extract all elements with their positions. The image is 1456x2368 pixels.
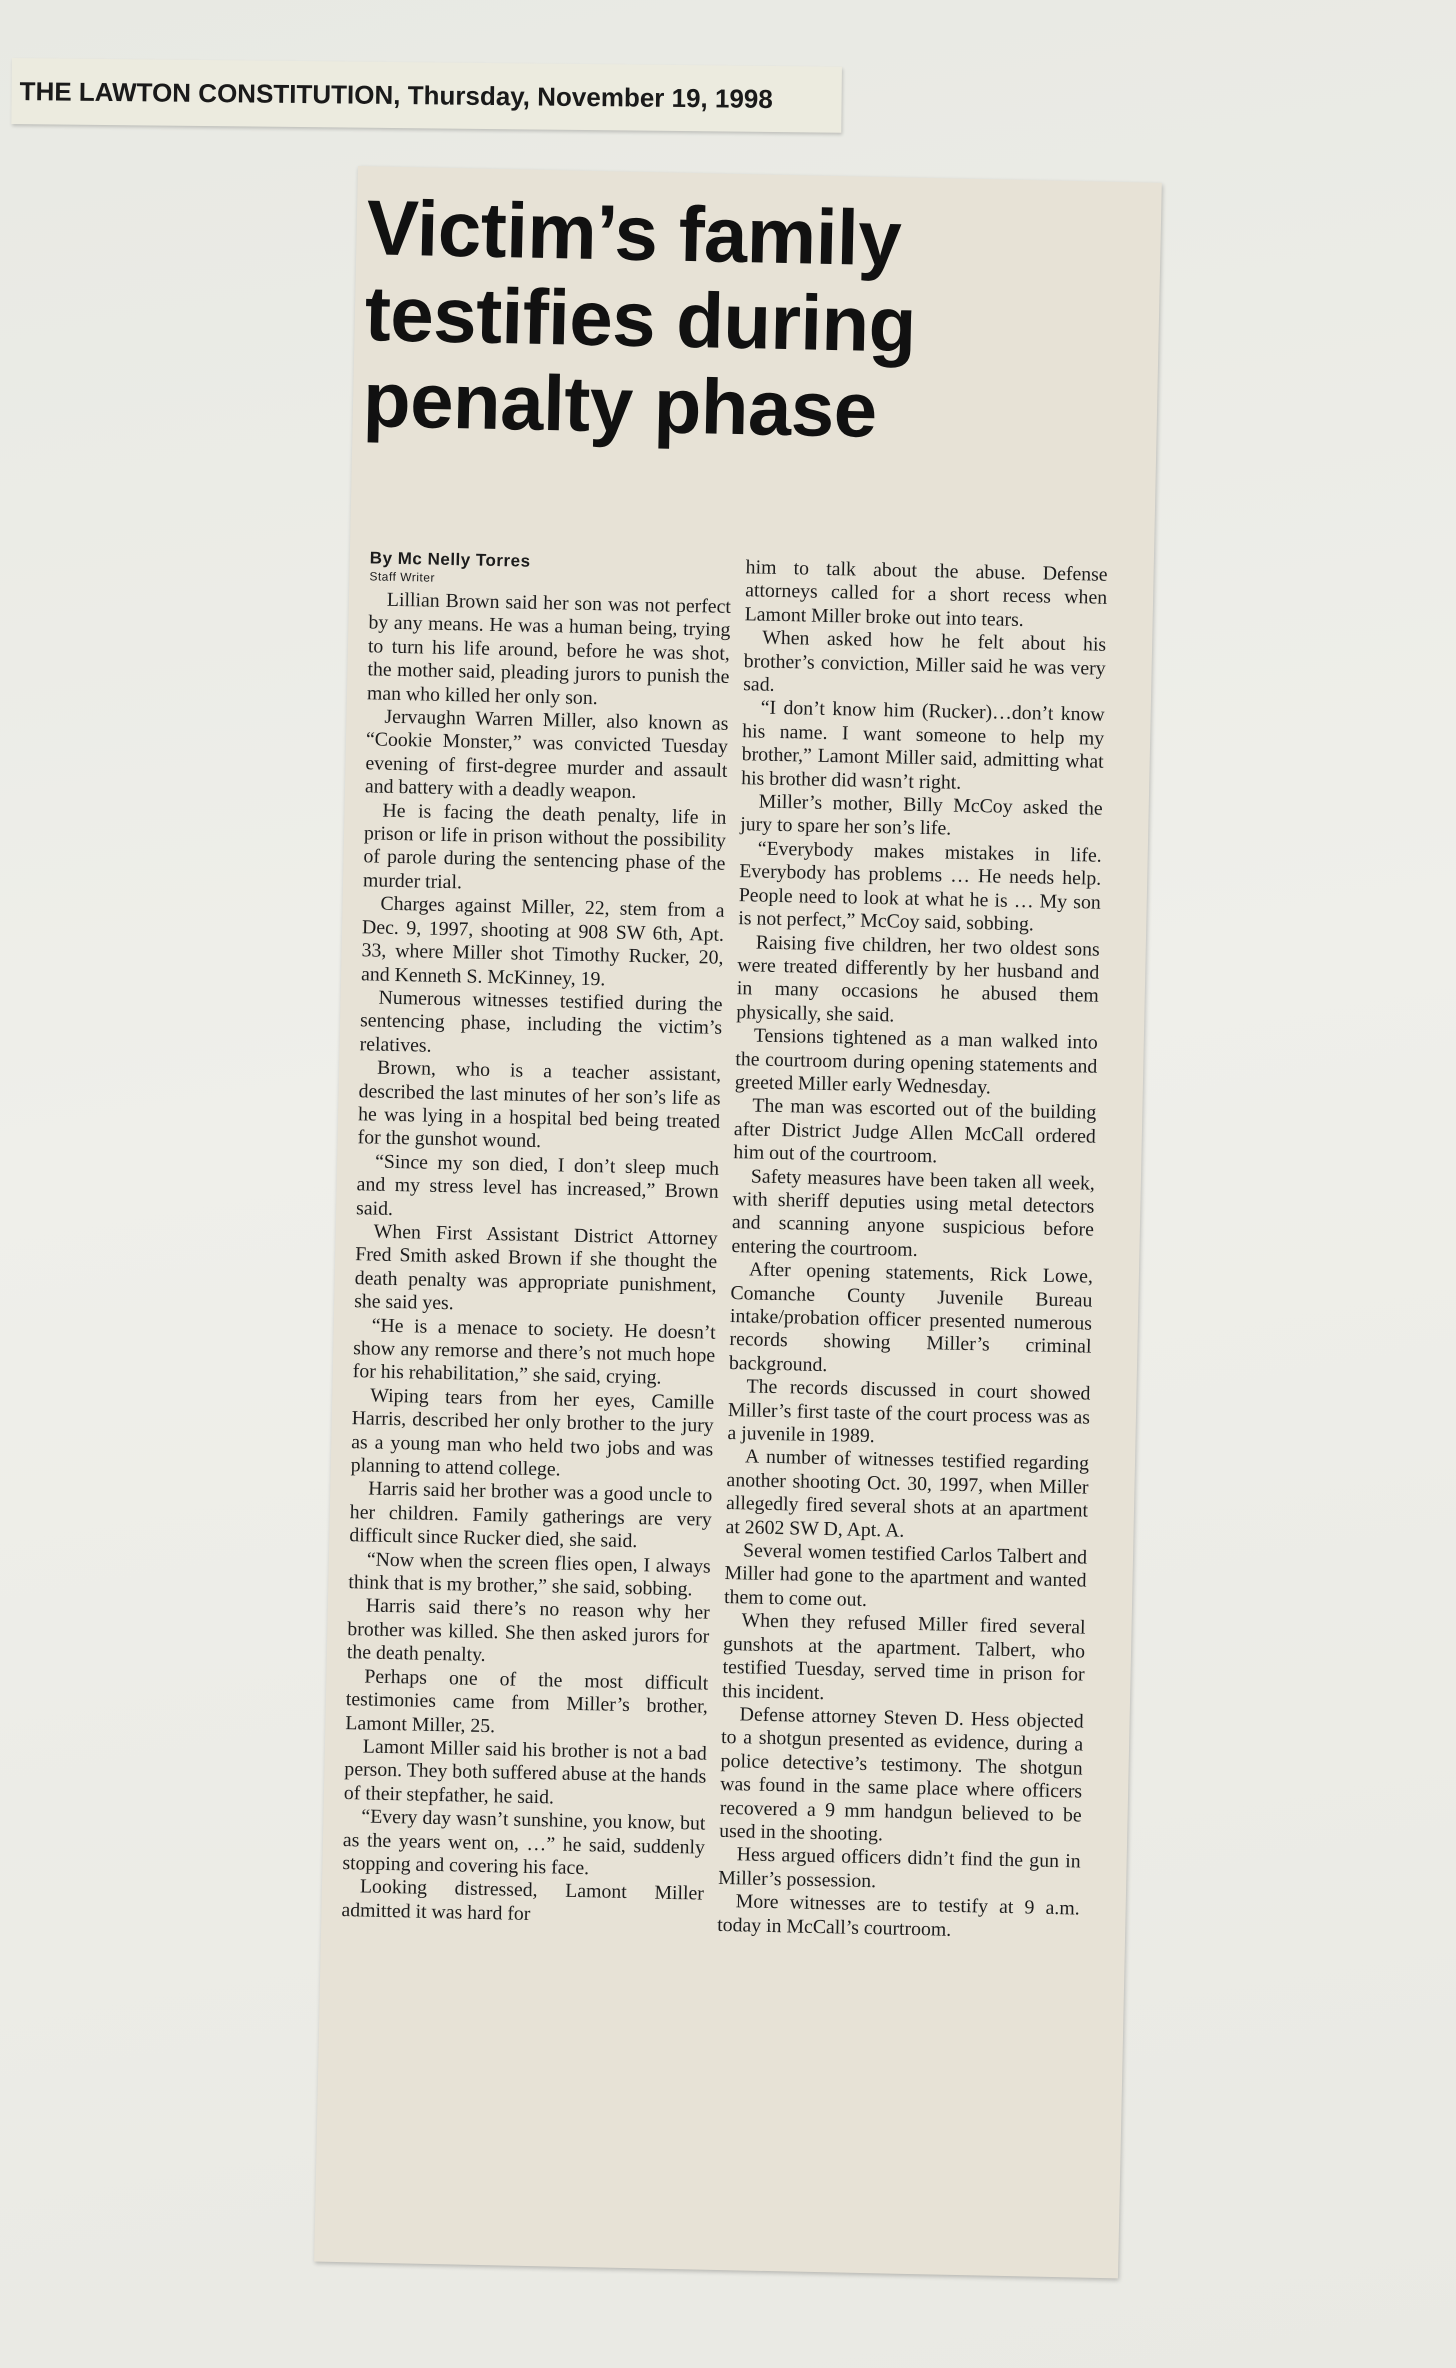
article-paragraph: “Now when the screen flies open, I always think that is my brother,” she said, sobbing. [348, 1548, 711, 1601]
article-paragraph: Tensions tightened as a man walked into the courtroom during opening statements and greeted Miller early Wednesday. [734, 1024, 1099, 1099]
article-paragraph: “He is a menace to society. He doesn’t show any remorse and there’s not much hope for his rehabilitation,” she said, crying. [352, 1314, 716, 1390]
article-paragraph: Miller’s mother, Billy McCoy asked the jury to spare her son’s life. [740, 790, 1103, 841]
article-paragraph: Jervaughn Warren Miller, also known as “Cookie Monster,” was convicted Tuesday evening of first-degree murder and assault and battery with a deadly weapon. [364, 705, 729, 804]
article-paragraph: He is facing the death penalty, life in prison or life in prison without the possibility of parole during the sentencing phase of the murder trial. [362, 799, 727, 894]
article-paragraph: Lillian Brown said her son was not perfect by any means. He was a human being, trying to turn his life around, before he was shot, the mother said, pleading jurors to punish the man who killed her only son. [366, 588, 732, 709]
article-paragraph: “Every day wasn’t sunshine, you know, but as the years went on, …” he said, suddenly stopping and covering his face. [342, 1805, 706, 1880]
article-byline: By Mc Nelly Torres [369, 548, 531, 571]
article-paragraph: “I don’t know him (Rucker)…don’t know his name. I want someone to help my brother,” Lamont Miller said, admitting what his brother did wasn’t right. [741, 696, 1105, 794]
article-paragraph: Perhaps one of the most difficult testimonies came from Miller’s brother, Lamont Miller, 25. [345, 1665, 709, 1737]
article-paragraph: More witnesses are to testify at 9 a.m. today in McCall’s courtroom. [717, 1890, 1080, 1941]
article-paragraph: Defense attorney Steven D. Hess objected to a shotgun presented as evidence, during a police detective’s testimony. The shotgun was found in the same place where officers recovered a 9 mm handgun believed to be used in the shooting. [718, 1703, 1084, 1846]
article-paragraph: him to talk about the abuse. Defense attorneys called for a short recess when Lamont Miller broke out into tears. [744, 556, 1108, 631]
article-paragraph: Charges against Miller, 22, stem from a Dec. 9, 1997, shooting at 908 SW 6th, Apt. 33, where Miller shot Timothy Rucker, 20, and Kenneth S. McKinney, 19. [360, 892, 725, 990]
article-paragraph: Numerous witnesses testified during the sentencing phase, including the victim’s relatives. [359, 986, 723, 1057]
article-paragraph: Lamont Miller said his brother is not a bad person. They both suffered abuse at the hands of their stepfather, he said. [343, 1735, 708, 1809]
article-paragraph: After opening statements, Rick Lowe, Comanche County Juvenile Bureau intake/probation officer presented numerous records showing Miller’s criminal background. [728, 1258, 1094, 1376]
article-paragraph: Harris said her brother was a good uncle to her children. Family gatherings are very difficult since Rucker died, she said. [349, 1477, 713, 1553]
article-paragraph: Safety measures have been taken all week, with sheriff deputies using metal detectors and scanning anyone suspicious before entering the courtroom. [731, 1165, 1096, 1261]
article-headline: Victim’s family testifies during penalty phase [362, 183, 917, 454]
article-paragraph: Brown, who is a teacher assistant, described the last minutes of her son’s life as he was lying in a hospital bed being treated for the gunshot wound. [357, 1056, 722, 1153]
article-paragraph: Wiping tears from her eyes, Camille Harris, described her only brother to the jury as a young man who held two jobs and was planning to attend college. [350, 1384, 715, 1481]
article-paragraph: When they refused Miller fired several gunshots at the apartment. Talbert, who testified Tuesday, served time in prison for this incident. [721, 1609, 1086, 1704]
article-paragraph: A number of witnesses testified regarding another shooting Oct. 30, 1997, when Miller allegedly fired several shots at an apartment at 2602 SW D, Apt. A. [725, 1445, 1090, 1542]
article-paragraph: When First Assistant District Attorney Fred Smith asked Brown if she thought the death penalty was appropriate punishment, she said yes. [353, 1220, 718, 1315]
article-paragraph: The records discussed in court showed Miller’s first taste of the court process was as a juvenile in 1989. [727, 1375, 1091, 1448]
article-clipping [314, 166, 1162, 2278]
article-paragraph: “Since my son died, I don’t sleep much and my stress level has increased,” Brown said. [355, 1150, 720, 1220]
article-paragraph: Harris said there’s no reason why her brother was killed. She then asked jurors for the death penalty. [346, 1594, 711, 1667]
article-paragraph: “Everybody makes mistakes in life. Everybody has problems … He needs help. People need to look at what he is … My son is not perfect,” McCoy said, sobbing. [738, 837, 1102, 936]
article-paragraph: Several women testified Carlos Talbert and Miller had gone to the apartment and wanted them to come out. [723, 1539, 1088, 1611]
article-paragraph: Hess argued officers didn’t find the gun in Miller’s possession. [718, 1843, 1081, 1892]
article-column-right [717, 556, 1108, 1944]
newspaper-masthead: THE LAWTON CONSTITUTION, Thursday, November 19, 1998 [11, 58, 842, 133]
byline-role: Staff Writer [369, 569, 436, 585]
article-paragraph: Looking distressed, Lamont Miller admitted it was hard for [341, 1875, 705, 1925]
article-paragraph: The man was escorted out of the building after District Judge Allen McCall ordered him out of the courtroom. [733, 1094, 1097, 1168]
article-column-left [341, 548, 732, 1929]
article-paragraph: When asked how he felt about his brother’s conviction, Miller said he was very sad. [743, 626, 1107, 696]
article-paragraph: Raising five children, her two oldest sons were treated differently by her husband and in many occasions he abused them physically, she said. [736, 931, 1100, 1027]
